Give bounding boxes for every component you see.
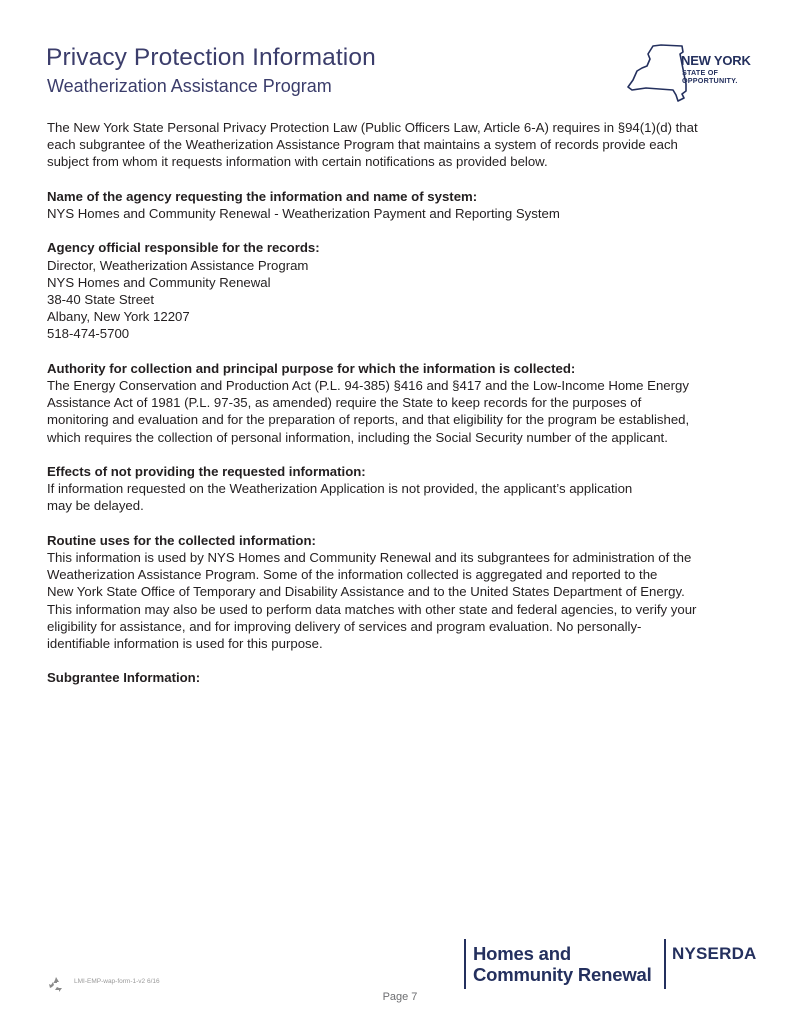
hcr-logo: [464, 939, 664, 989]
page-title: Privacy Protection Information: [46, 44, 376, 71]
subgrantee-section: [47, 669, 757, 686]
new-york-state-map-icon: [626, 44, 688, 106]
effects-section: Effects of not providing the requested information: If information requested on the Weatherization Application is not provided, the applicant’s application may be delayed.: [47, 463, 757, 515]
page-number: Page 7: [382, 991, 418, 1003]
hcr-wordmark: Homes and Community Renewal: [473, 943, 652, 985]
agency-section: Name of the agency requesting the information and name of system: NYS Homes and Community Renewal - Weatherization Payment and Reporting System: [47, 188, 757, 222]
section-heading: Authority for collection and principal purpose for which the information is collected:: [47, 360, 576, 376]
routine-uses-section: Routine uses for the collected information: This information is used by NYS Homes and Community Renewal and its subgrantees for administration of the Weatherization Assistance Program. Some of the information collected is aggregated and reported to the New York State Office of Temporary and Disability Assistance and to the United States Department of Energy. This information may also be used to perform data matches with other state and federal agencies, to verify your eligibility for assistance, and for improving delivery of services and program evaluation. No personally- identifiable information is used for this purpose.: [47, 532, 757, 652]
nyserda-wordmark: NYSERDA: [672, 944, 757, 963]
document-body: [47, 119, 757, 704]
logo-divider: [664, 939, 666, 989]
nyserda-logo: [664, 939, 764, 989]
section-heading: Name of the agency requesting the information and name of system:: [47, 188, 478, 204]
official-section: Agency official responsible for the records: Director, Weatherization Assistance Program NYS Homes and Community Renewal 38-40 State Street Albany, New York 12207 518-474-5700: [47, 239, 757, 342]
section-heading: Effects of not providing the requested information:: [47, 464, 366, 479]
section-heading: Subgrantee Information:: [47, 670, 201, 686]
section-heading: Routine uses for the collected information:: [47, 532, 316, 548]
logo-wordmark: NEW YORK: [681, 53, 751, 68]
logo-tagline: STATE OF OPPORTUNITY.: [682, 68, 738, 85]
section-heading: Agency official responsible for the records:: [47, 240, 320, 256]
form-code: LMI-EMP-wap-form-1-v2 6/16: [74, 978, 160, 985]
authority-section: Authority for collection and principal purpose for which the information is collected: The Energy Conservation and Production Act (P.L. 94-385) §416 and §417 and the Low-Income Home Energy Assistance Act of 1981 (P.L. 97-35, as amended) require the State to keep records for the purposes of monitoring and evaluation and for the preparation of reports, and that eligibility for the program be established, which requires the collection of personal information, including the Social Security number of the applicant.: [47, 360, 757, 446]
logo-divider: [464, 939, 466, 989]
nys-logo: [626, 44, 756, 106]
page-subtitle: Weatherization Assistance Program: [47, 76, 332, 96]
intro-paragraph: The New York State Personal Privacy Protection Law (Public Officers Law, Article 6-A) requires in §94(1)(d) that each subgrantee of the Weatherization Assistance Program that maintains a system of records provide each subject from whom it requests information with certain notifications as provided below.: [47, 120, 698, 170]
